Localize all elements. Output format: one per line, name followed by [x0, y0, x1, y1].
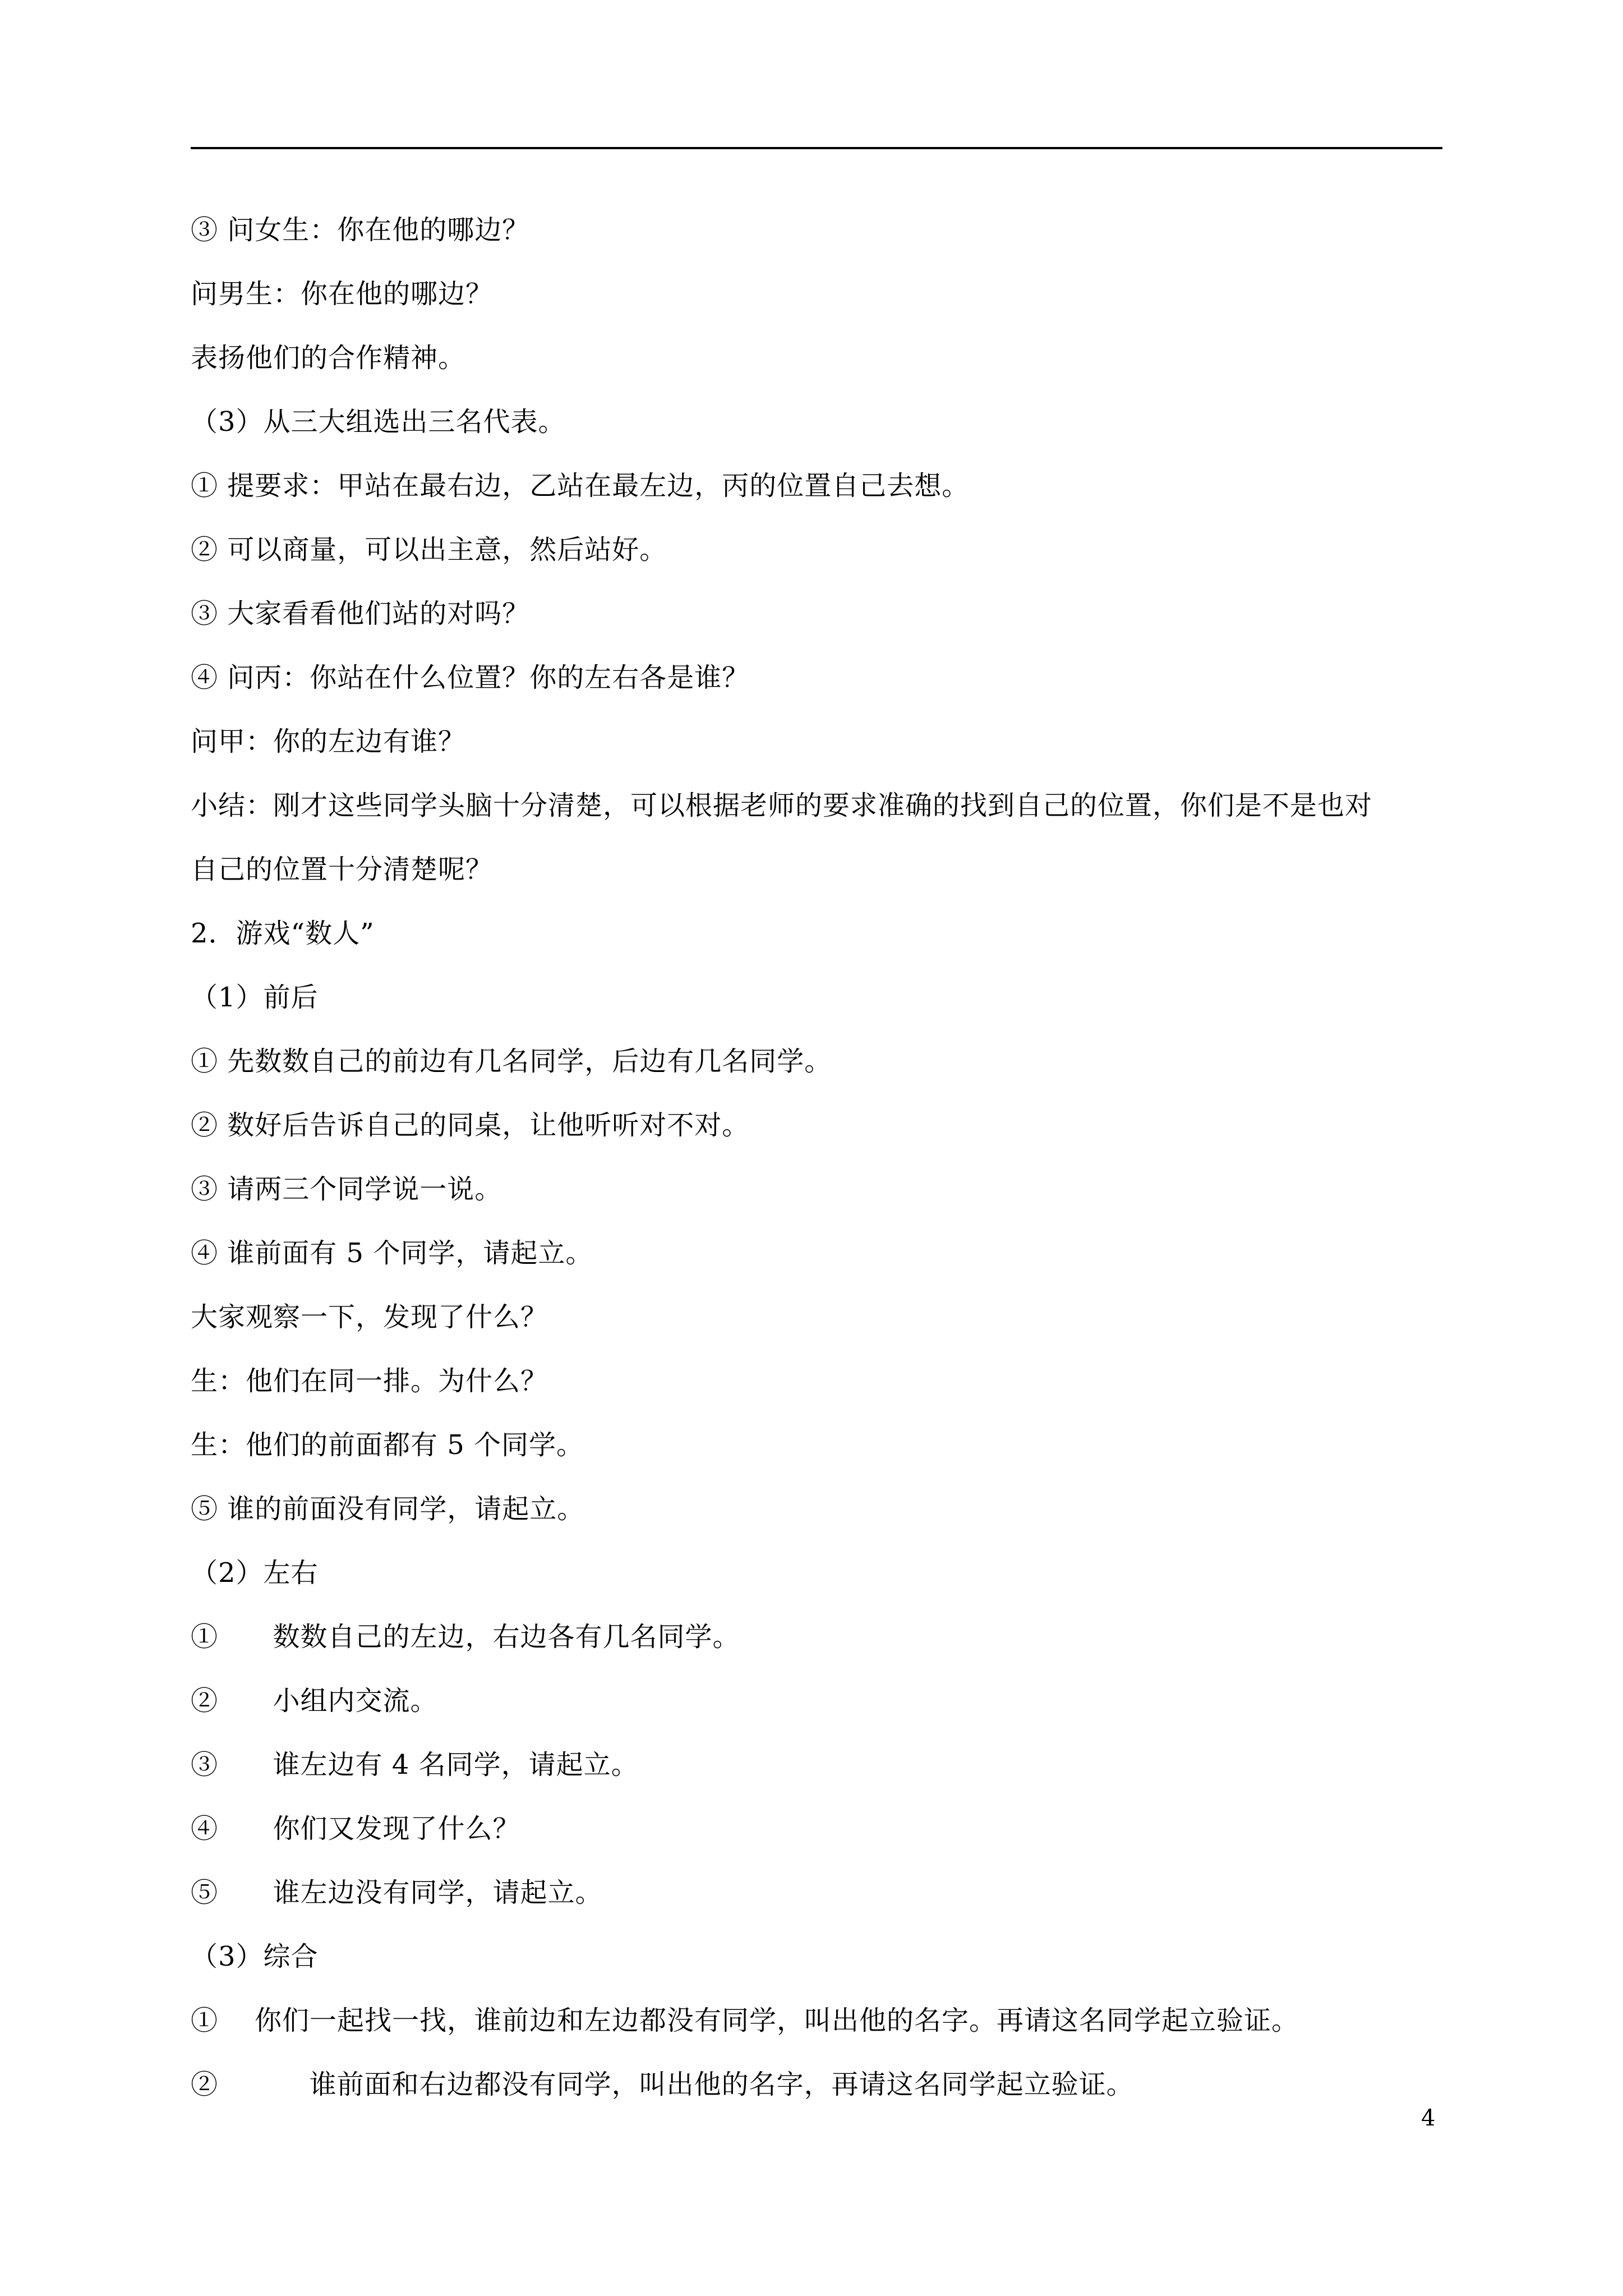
text-line: ③ 大家看看他们站的对吗？ — [191, 598, 530, 629]
text-line: （2）左右 — [191, 1557, 319, 1589]
text-line: ③ 请两三个同学说一说。 — [191, 1174, 502, 1205]
text-line: ③ 谁左边有 4 名同学，请起立。 — [191, 1749, 639, 1780]
text-line: 表扬他们的合作精神。 — [191, 342, 466, 374]
text-line: 2．游戏“数人” — [191, 918, 375, 949]
page-number: 4 — [1421, 2105, 1436, 2131]
text-line: ① 提要求：甲站在最右边，乙站在最左边，丙的位置自己去想。 — [191, 470, 970, 501]
text-line: ⑤ 谁的前面没有同学，请起立。 — [191, 1493, 585, 1525]
text-line: （3）综合 — [191, 1941, 319, 1972]
header-rule — [191, 147, 1442, 149]
text-line: 小结：刚才这些同学头脑十分清楚，可以根据老师的要求准确的找到自己的位置，你们是不是也对 — [191, 790, 1373, 821]
text-line: ① 你们一起找一找，谁前边和左边都没有同学，叫出他的名字。再请这名同学起立验证。 — [191, 2005, 1299, 2036]
text-line: ④ 问丙：你站在什么位置？你的左右各是谁？ — [191, 662, 750, 693]
text-line: ① 数数自己的左边，右边各有几名同学。 — [191, 1621, 740, 1653]
text-line: （1）前后 — [191, 982, 319, 1013]
text-line: ② 小组内交流。 — [191, 1685, 438, 1717]
text-line: ④ 你们又发现了什么？ — [191, 1813, 520, 1844]
text-line: （3）从三大组选出三名代表。 — [191, 406, 566, 438]
text-line: 大家观察一下，发现了什么？ — [191, 1301, 548, 1333]
text-line: ③ 问女生：你在他的哪边？ — [191, 214, 530, 246]
text-line: ⑤ 谁左边没有同学，请起立。 — [191, 1877, 603, 1908]
text-line: 问甲：你的左边有谁？ — [191, 726, 466, 757]
text-line: 生：他们的前面都有 5 个同学。 — [191, 1429, 584, 1461]
text-line: 自己的位置十分清楚呢？ — [191, 854, 494, 885]
text-line: ② 数好后告诉自己的同桌，让他听听对不对。 — [191, 1110, 750, 1141]
text-line: 问男生：你在他的哪边？ — [191, 278, 494, 310]
text-line: ② 可以商量，可以出主意，然后站好。 — [191, 534, 667, 565]
text-line: ④ 谁前面有 5 个同学，请起立。 — [191, 1237, 593, 1269]
text-line: ② 谁前面和右边都没有同学，叫出他的名字，再请这名同学起立验证。 — [191, 2069, 1134, 2100]
text-line: ① 先数数自己的前边有几名同学，后边有几名同学。 — [191, 1046, 832, 1077]
text-line: 生：他们在同一排。为什么？ — [191, 1365, 548, 1397]
